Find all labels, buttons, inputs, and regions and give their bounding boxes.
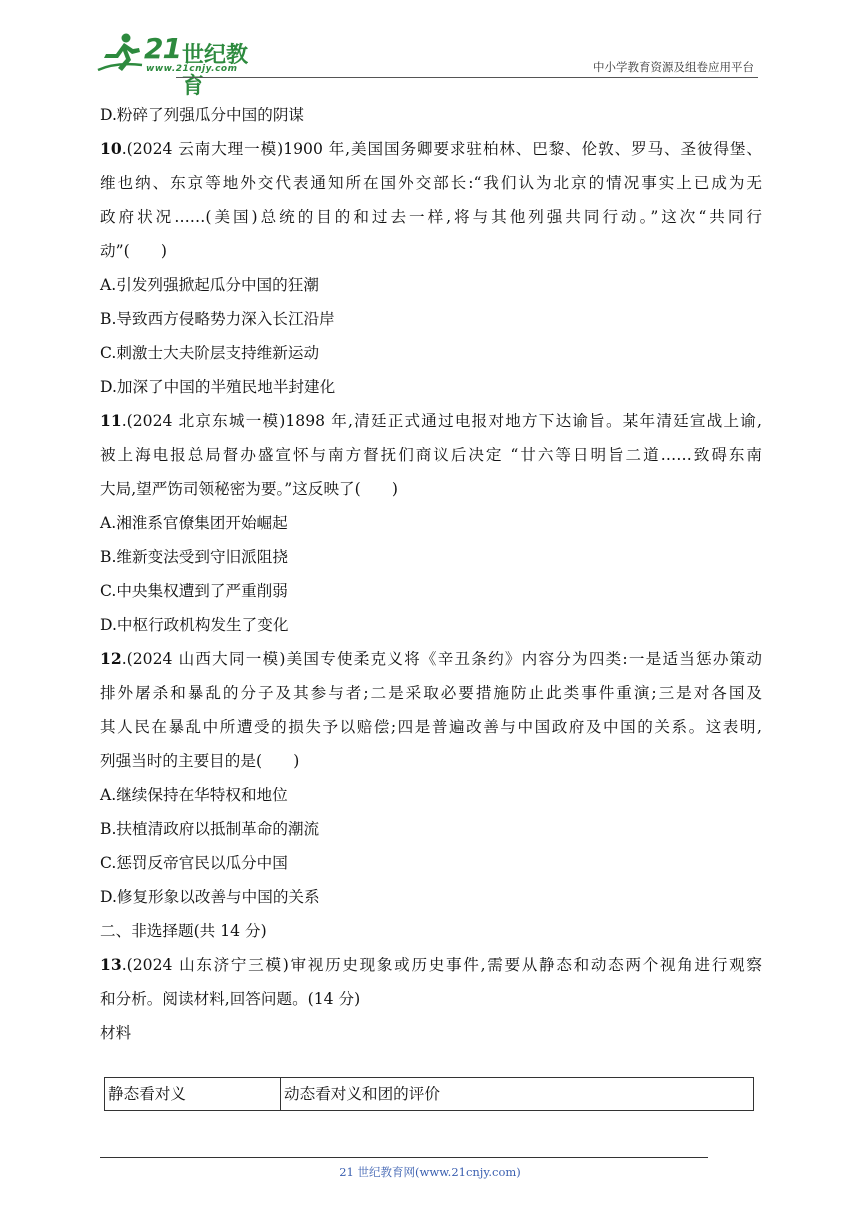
line-text: C.中央集权遭到了严重削弱: [100, 582, 288, 600]
table-cell-static: 静态看对义: [105, 1078, 281, 1110]
logo-url: www.21cnjy.com: [146, 64, 238, 74]
text-line: [100, 472, 762, 506]
question-number: 12: [100, 649, 122, 668]
text-line: [100, 336, 762, 370]
text-line: [100, 506, 762, 540]
text-line: [100, 676, 762, 710]
line-text: 大局,望严饬司领秘密为要。”这反映了( ): [100, 480, 398, 498]
text-line: [100, 98, 762, 132]
page-header: [96, 30, 758, 99]
line-text: B.维新变法受到守旧派阻挠: [100, 548, 288, 566]
text-line: [100, 540, 762, 574]
question-number: 11: [100, 411, 122, 430]
text-line: [100, 200, 762, 234]
line-text: 列强当时的主要目的是( ): [100, 752, 300, 770]
line-text: B.扶植清政府以抵制革命的潮流: [100, 820, 320, 838]
line-text: 二、非选择题(共 14 分): [100, 922, 267, 940]
text-line: [100, 370, 762, 404]
logo: [96, 30, 266, 99]
line-text: A.湘淮系官僚集团开始崛起: [100, 514, 288, 532]
text-line: [100, 268, 762, 302]
line-text: 政府状况……(美国)总统的目的和过去一样,将与其他列强共同行动。”这次“共同行: [100, 208, 762, 226]
text-line: [100, 438, 762, 472]
text-line: [100, 914, 762, 948]
material-table: [104, 1077, 754, 1111]
text-line: [100, 948, 762, 982]
line-text: .(2024 山东济宁三模)审视历史现象或历史事件,需要从静态和动态两个视角进行观察: [121, 956, 762, 974]
question-number: 13: [100, 955, 122, 974]
text-line: [100, 1016, 762, 1050]
line-text: D.修复形象以改善与中国的关系: [100, 888, 320, 906]
question-number: 10: [100, 139, 122, 158]
line-text: .(2024 云南大理一模)1900 年,美国国务卿要求驻柏林、巴黎、伦敦、罗马、圣彼得堡、: [121, 140, 762, 158]
table-cell-dynamic: 动态看对义和团的评价: [284, 1085, 440, 1103]
text-line: [100, 744, 762, 778]
text-line: [100, 166, 762, 200]
line-text: C.刺激士大夫阶层支持维新运动: [100, 344, 320, 362]
line-text: 维也纳、东京等地外交代表通知所在国外交部长:“我们认为北京的情况事实上已成为无: [100, 174, 762, 192]
text-line: [100, 404, 762, 438]
line-text: 材料: [100, 1024, 132, 1042]
text-line: [100, 608, 762, 642]
line-text: A.引发列强掀起瓜分中国的狂潮: [100, 276, 319, 294]
line-text: 排外屠杀和暴乱的分子及其参与者;二是采取必要措施防止此类事件重演;三是对各国及: [100, 684, 762, 702]
text-line: [100, 574, 762, 608]
line-text: .(2024 北京东城一模)1898 年,清廷正式通过电报对地方下达谕旨。某年清廷宣战上谕,: [121, 412, 762, 430]
text-line: [100, 846, 762, 880]
text-line: [100, 880, 762, 914]
logo-number: 21: [144, 32, 181, 65]
line-text: 被上海电报总局督办盛宣怀与南方督抚们商议后决定 “廿六等日明旨二道……致碍东南: [100, 446, 762, 464]
line-text: D.加深了中国的半殖民地半封建化: [100, 378, 336, 396]
line-text: 动”( ): [100, 242, 167, 260]
logo-title: 世纪教育: [182, 43, 249, 99]
text-line: [100, 812, 762, 846]
text-line: [100, 642, 762, 676]
text-line: [100, 982, 762, 1016]
header-platform-text: 中小学教育资源及组卷应用平台: [593, 60, 754, 74]
text-line: [100, 302, 762, 336]
text-line: [100, 132, 762, 166]
footer-divider: [100, 1157, 708, 1158]
text-line: [100, 778, 762, 812]
line-text: B.导致西方侵略势力深入长江沿岸: [100, 310, 335, 328]
line-text: D.粉碎了列强瓜分中国的阴谋: [100, 106, 305, 124]
header-divider: [176, 77, 758, 78]
line-text: 其人民在暴乱中所遭受的损失予以赔偿;四是普遍改善与中国政府及中国的关系。这表明,: [100, 718, 762, 736]
text-line: [100, 710, 762, 744]
footer-text: 21 世纪教育网(www.21cnjy.com): [339, 1165, 521, 1179]
question-content: [100, 98, 762, 1050]
line-text: .(2024 山西大同一模)美国专使柔克义将《辛丑条约》内容分为四类:一是适当惩办策动: [121, 650, 762, 668]
line-text: D.中枢行政机构发生了变化: [100, 616, 289, 634]
line-text: 和分析。阅读材料,回答问题。(14 分): [100, 990, 361, 1008]
text-line: [100, 234, 762, 268]
line-text: C.惩罚反帝官民以瓜分中国: [100, 854, 288, 872]
line-text: A.继续保持在华特权和地位: [100, 786, 288, 804]
runner-icon: [96, 32, 146, 76]
